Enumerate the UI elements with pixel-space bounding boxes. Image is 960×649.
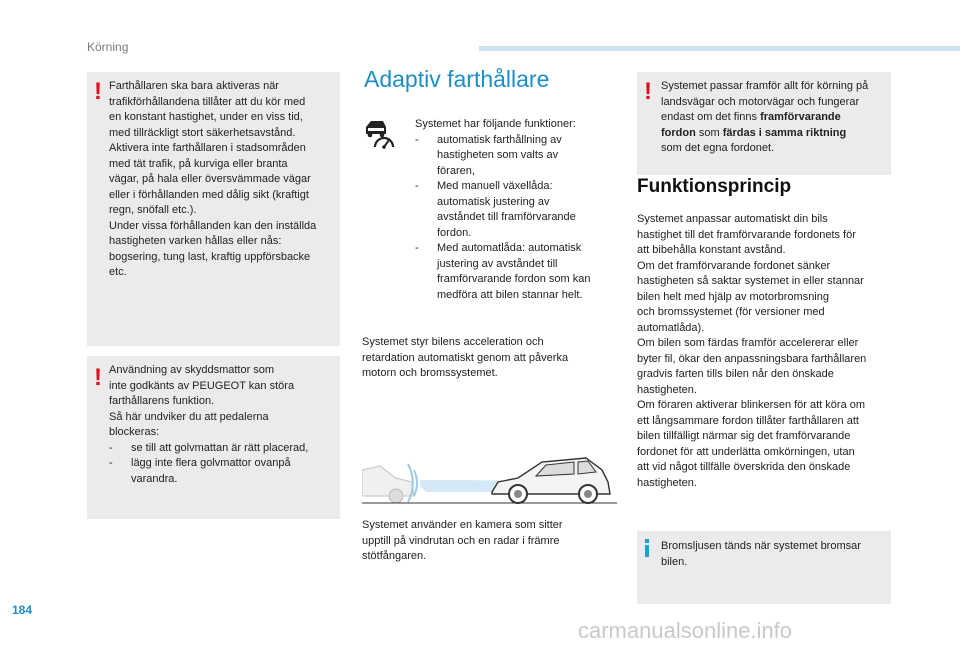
text-line: hastigheten varken hållas eller nås: [109, 235, 282, 247]
warning-text: Systemet passar framför allt för körning på landsvägar och motorvägar och fungerar endast om det finns framförvarande fordon som färdas i samma riktning som det egna fordonet. [661, 80, 869, 154]
text-line: bilen. [661, 555, 688, 568]
text-line: hastigheten så saktar systemet in eller stannar [637, 275, 864, 287]
section-header: Körning [87, 40, 129, 54]
text-line: bogsering, tung last, kraftig uppförsbacke [109, 250, 311, 263]
text-line: hastigheten. [637, 383, 697, 396]
two-cars-distance-illustration [362, 452, 617, 510]
text-line: Systemet anpassar automatiskt din bils [637, 213, 828, 225]
text-line: justering av avståndet till [437, 257, 558, 270]
list-item [415, 133, 615, 180]
text-line: bilen tillfälligt närmar sig det framförvarande [637, 430, 851, 442]
text-line: automatlåda). [637, 321, 705, 334]
text-line: Under vissa förhållanden kan den inställda [109, 219, 317, 232]
text-line: en konstant hastighet, under en viss tid, [109, 111, 303, 123]
text-line: hastigheten som valts av [437, 149, 559, 161]
list-dash: - [109, 441, 113, 454]
text-line: automatisk farthållning av [437, 133, 562, 146]
text-line: hastighet till det framförvarande fordonets för [637, 228, 856, 241]
list-item [415, 241, 615, 303]
text-line: bilen helt med hjälp av motorbromsning [637, 290, 829, 303]
text-line: Farthållaren ska bara aktiveras när [109, 80, 279, 92]
text-line: lägg inte flera golvmattor ovanpå [131, 457, 291, 469]
text-line: Aktivera inte farthållaren i stadsområden [109, 142, 306, 154]
text-line: eller i förhållanden med dålig sikt (kraftigt [109, 188, 309, 201]
warning-text [109, 79, 339, 281]
text-line: och bromssystemet (för versioner med [637, 306, 825, 318]
list-item [109, 441, 337, 457]
text-line: upptill på vindrutan och en radar i främre [362, 534, 560, 547]
warning-exclamation-icon: ! [644, 78, 652, 105]
camera-radar-paragraph [362, 518, 622, 565]
text-line: etc. [109, 266, 127, 278]
list-item [415, 179, 615, 241]
list-dash: - [109, 457, 113, 469]
text-line: Systemet använder en kamera som sitter [362, 519, 563, 531]
text-line: Med automatlåda: automatisk [437, 242, 582, 254]
text-line: byter fil, ökar den anpassningsbara farthållaren [637, 352, 867, 365]
text-line: trafikförhållandena tillåter att du kör med [109, 95, 306, 108]
list-dash: - [415, 180, 419, 192]
warning-exclamation-icon: ! [94, 78, 102, 105]
text-line: Om föraren aktiverar blinkersen för att köra om [637, 399, 866, 411]
info-text [661, 539, 886, 570]
text-line: medföra att bilen stannar helt. [437, 288, 583, 301]
list-item [109, 456, 337, 487]
text-line: Användning av skyddsmattor som [109, 364, 275, 376]
text-line: se till att golvmattan är rätt placerad, [131, 441, 309, 454]
text-line: motorn och bromssystemet. [362, 367, 498, 379]
text-line: Om bilen som färdas framför accelererar eller [637, 337, 859, 349]
text-line: Om det framförvarande fordonet sänker [637, 259, 831, 272]
text-line: ett långsammare fordon tillåter farthållaren att [637, 414, 859, 427]
text-line: farthållarens funktion. [109, 395, 215, 407]
list-dash: - [415, 133, 419, 146]
list-dash: - [415, 242, 419, 254]
text-line: fordon. [437, 226, 472, 239]
warning-text [109, 363, 337, 487]
text-line: regn, snöfall etc.). [109, 204, 197, 216]
features-list [415, 117, 615, 303]
text-line: Systemet styr bilens acceleration och [362, 336, 544, 348]
text-line: automatisk justering av [437, 195, 550, 208]
text-line: med tillräckligt stort säkerhetsavstånd. [109, 126, 296, 139]
text-line: vägar, på hala eller översvämmade vägar [109, 173, 311, 185]
text-line: blockeras: [109, 426, 160, 438]
text-line: att vid något tillfälle överskrida den önskade [637, 461, 851, 473]
warning-exclamation-icon: ! [94, 364, 102, 391]
header-bar [479, 46, 960, 51]
text-line: varandra. [131, 472, 178, 485]
text-line: att bibehålla konstant avstånd. [637, 244, 786, 256]
principle-text [637, 212, 899, 491]
text-line: inte godkänts av PEUGEOT kan störa [109, 379, 295, 392]
text-line: fordonet för att underlätta omkörningen, utan [637, 445, 855, 458]
text-line: med tät trafik, på kurviga eller branta [109, 157, 288, 170]
info-icon [645, 539, 649, 557]
text-line: hastigheten. [637, 476, 697, 489]
text-line: Med manuell växellåda: [437, 180, 553, 192]
system-paragraph [362, 335, 622, 382]
text-line: gradvis farten tills bilen når den önskade [637, 368, 834, 380]
adaptive-cruise-control-icon [362, 115, 398, 151]
text-line: Så här undviker du att pedalerna [109, 410, 269, 423]
text-line: stötfångaren. [362, 550, 427, 562]
text-line: föraren, [437, 164, 475, 177]
text-line: retardation automatiskt genom att påverka [362, 351, 569, 364]
text-line: framförvarande fordon som kan [437, 273, 591, 285]
text-line: avståndet till framförvarande [437, 211, 576, 223]
text-line: Bromsljusen tänds när systemet bromsar [661, 540, 861, 552]
page-number: 184 [12, 603, 33, 617]
watermark: carmanualsonline.info [578, 618, 793, 643]
intro-line: Systemet har följande funktioner: [415, 118, 576, 130]
section-title: Funktionsprincip [637, 176, 792, 197]
page-title: Adaptiv farthållare [364, 66, 550, 92]
